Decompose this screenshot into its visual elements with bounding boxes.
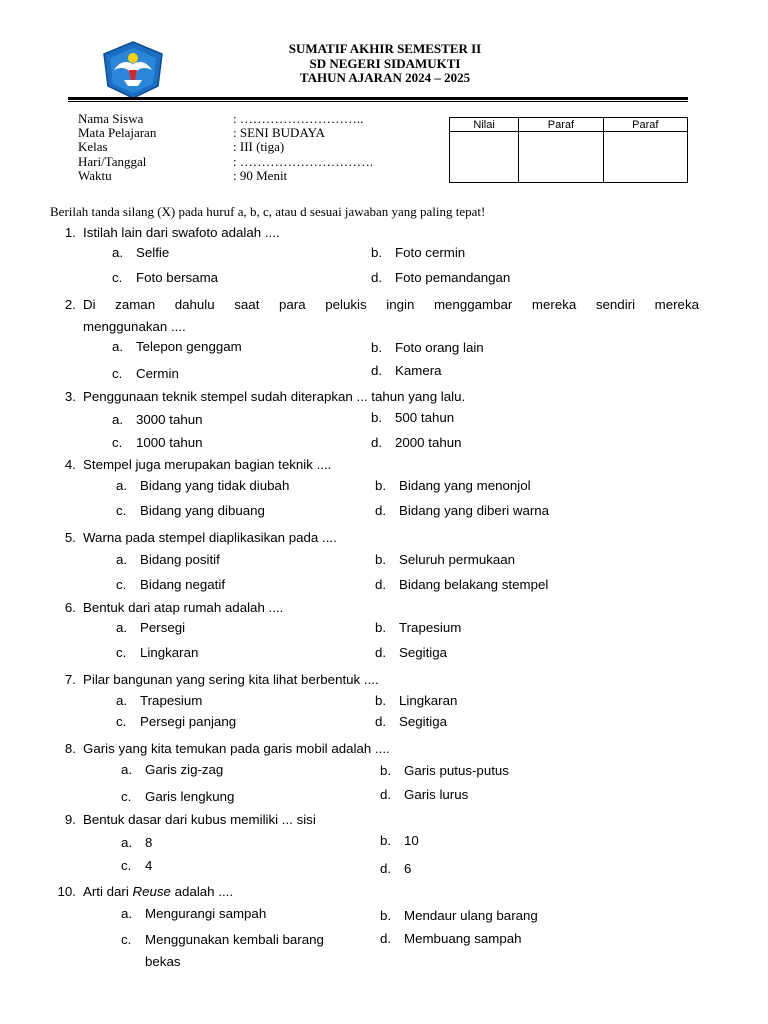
info-label-time: Waktu bbox=[78, 167, 112, 183]
option-d[interactable]: d. Membuang sampah bbox=[380, 931, 522, 946]
score-cell-nilai[interactable] bbox=[450, 132, 519, 183]
info-value-subject: : SENI BUDAYA bbox=[233, 125, 325, 141]
header-school: SD NEGERI SIDAMUKTI bbox=[309, 55, 461, 71]
option-b[interactable]: b. Seluruh permukaan bbox=[375, 552, 516, 567]
option-b[interactable]: b. Bidang yang menonjol bbox=[375, 478, 531, 493]
option-a[interactable]: a. Persegi bbox=[116, 620, 186, 635]
option-b[interactable]: b. Foto orang lain bbox=[371, 340, 484, 355]
option-a[interactable]: a. Telepon genggam bbox=[112, 339, 242, 354]
option-d[interactable]: d. Segitiga bbox=[375, 645, 448, 660]
student-info bbox=[78, 112, 373, 183]
info-value-date[interactable]: : …………………………. bbox=[233, 153, 374, 169]
header-title: SUMATIF AKHIR SEMESTER II bbox=[288, 41, 482, 56]
info-value-name[interactable]: : ……………………….. bbox=[233, 111, 364, 126]
option-d[interactable]: d. Garis lurus bbox=[380, 787, 469, 802]
score-cell-paraf-2[interactable] bbox=[603, 132, 687, 183]
instruction: Berilah tanda silang (X) pada huruf a, b, c, atau d sesuai jawaban yang paling tepat! bbox=[50, 204, 486, 219]
question-text-line-2: menggunakan .... bbox=[83, 319, 186, 334]
option-c[interactable]: c. Bidang yang dibuang bbox=[116, 503, 265, 518]
option-text-line-1: Menggunakan kembali barang bbox=[145, 932, 324, 947]
question-number: 3. bbox=[64, 389, 76, 404]
score-header-paraf-1: Paraf bbox=[519, 118, 603, 132]
option-c[interactable]: c. 4 bbox=[121, 858, 153, 873]
question-text: Istilah lain dari swafoto adalah .... bbox=[83, 225, 280, 240]
question-number: 1. bbox=[64, 225, 76, 240]
question-number: 10. bbox=[57, 884, 76, 899]
option-b[interactable]: b. 10 bbox=[380, 833, 419, 848]
option-d[interactable]: d. 6 bbox=[380, 861, 412, 876]
info-value-class: : III (tiga) bbox=[233, 139, 285, 155]
option-c[interactable]: c. Persegi panjang bbox=[116, 714, 237, 729]
question-text: Pilar bangunan yang sering kita lihat berbentuk .... bbox=[83, 672, 379, 687]
info-label-class: Kelas bbox=[78, 139, 108, 155]
option-c[interactable]: c. 1000 tahun bbox=[112, 435, 203, 450]
header-year: TAHUN AJARAN 2024 – 2025 bbox=[299, 70, 471, 85]
option-d[interactable]: d. 2000 tahun bbox=[371, 435, 462, 450]
option-a[interactable]: a. Bidang yang tidak diubah bbox=[116, 478, 290, 493]
option-a[interactable]: a. 3000 tahun bbox=[112, 412, 203, 427]
option-a[interactable]: a. 8 bbox=[121, 835, 153, 850]
option-b[interactable]: b. Foto cermin bbox=[371, 245, 466, 260]
question-text: Penggunaan teknik stempel sudah diterapkan ... tahun yang lalu. bbox=[83, 389, 466, 404]
question-text-line-1: Di zaman dahulu saat para pelukis ingin menggambar mereka sendiri mereka bbox=[83, 297, 699, 312]
option-a[interactable]: a. Bidang positif bbox=[116, 552, 220, 567]
info-label-name: Nama Siswa bbox=[78, 111, 144, 126]
option-c[interactable]: c. Garis lengkung bbox=[121, 789, 235, 804]
option-c[interactable]: c. Foto bersama bbox=[112, 270, 219, 285]
info-label-date: Hari/Tanggal bbox=[78, 153, 147, 169]
option-c[interactable]: c. Bidang negatif bbox=[116, 577, 226, 592]
question-text: Stempel juga merupakan bagian teknik .... bbox=[83, 457, 332, 472]
question-text-emphasis: Reuse bbox=[132, 884, 171, 899]
question-text: Bentuk dasar dari kubus memiliki ... sisi bbox=[83, 812, 316, 827]
tut-wuri-handayani-logo bbox=[100, 40, 166, 100]
question-number: 7. bbox=[64, 672, 76, 687]
question-number: 4. bbox=[64, 457, 76, 472]
header-divider-thick bbox=[68, 97, 688, 100]
option-b[interactable]: b. Trapesium bbox=[375, 620, 462, 635]
score-header-nilai: Nilai bbox=[450, 118, 519, 132]
option-c[interactable]: c. Cermin bbox=[112, 366, 179, 381]
option-a[interactable]: a. Mengurangi sampah bbox=[121, 906, 267, 921]
question-text bbox=[83, 881, 699, 903]
option-d[interactable]: d. Segitiga bbox=[375, 714, 448, 729]
info-label-subject: Mata Pelajaran bbox=[78, 125, 157, 141]
option-a[interactable]: a. Trapesium bbox=[116, 693, 203, 708]
option-b[interactable]: b. 500 tahun bbox=[371, 410, 455, 425]
option-d[interactable]: d. Kamera bbox=[371, 363, 442, 378]
question-text-part: Arti dari bbox=[83, 884, 133, 899]
question-text: Garis yang kita temukan pada garis mobil adalah .... bbox=[83, 741, 390, 756]
question-text: Warna pada stempel diaplikasikan pada .... bbox=[83, 530, 337, 545]
question-number: 5. bbox=[64, 530, 76, 545]
option-c[interactable]: c. Menggunakan kembali barang bekas bbox=[121, 932, 324, 969]
option-c[interactable]: c. Lingkaran bbox=[116, 645, 199, 660]
option-text-line-2: bekas bbox=[145, 954, 181, 969]
score-cell-paraf-1[interactable] bbox=[519, 132, 603, 183]
question-text: Bentuk dari atap rumah adalah .... bbox=[83, 600, 284, 615]
option-d[interactable]: d. Bidang belakang stempel bbox=[375, 577, 549, 592]
info-value-time: : 90 Menit bbox=[233, 167, 288, 183]
score-header-paraf-2: Paraf bbox=[603, 118, 687, 132]
option-a[interactable]: a. Garis zig-zag bbox=[121, 762, 224, 777]
question-text-part: adalah .... bbox=[170, 884, 234, 899]
question-number: 6. bbox=[64, 600, 76, 615]
header-divider-thin bbox=[68, 101, 688, 102]
option-d[interactable]: d. Bidang yang diberi warna bbox=[375, 503, 550, 518]
option-a[interactable]: a. Selfie bbox=[112, 245, 170, 260]
question-number: 9. bbox=[64, 812, 76, 827]
option-b[interactable]: b. Mendaur ulang barang bbox=[380, 908, 538, 923]
document-header bbox=[200, 42, 570, 86]
question-number: 8. bbox=[64, 741, 76, 756]
option-d[interactable]: d. Foto pemandangan bbox=[371, 270, 511, 285]
option-b[interactable]: b. Lingkaran bbox=[375, 693, 458, 708]
question-number: 2. bbox=[64, 297, 76, 312]
score-table bbox=[449, 117, 688, 183]
option-b[interactable]: b. Garis putus-putus bbox=[380, 763, 509, 778]
